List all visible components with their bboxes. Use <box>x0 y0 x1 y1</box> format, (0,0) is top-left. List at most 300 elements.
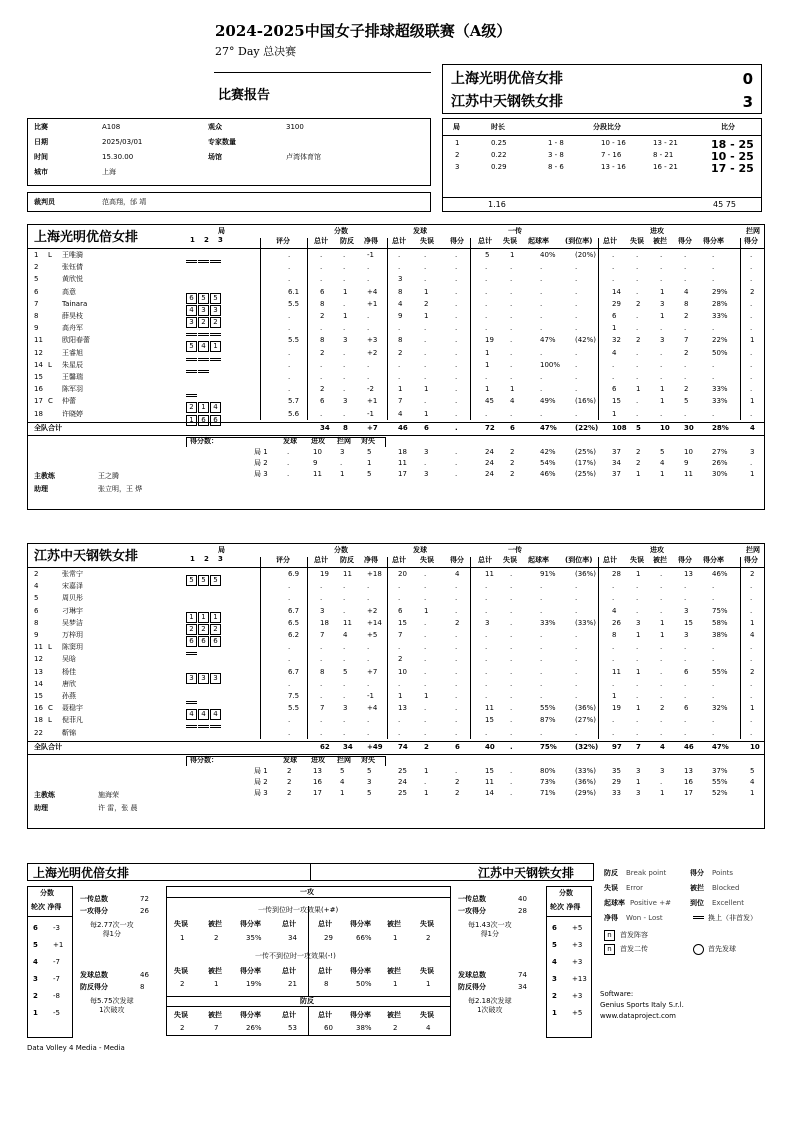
player-stat: . <box>288 728 291 737</box>
player-stat: . <box>510 655 513 664</box>
mid-header: 得分率 <box>350 1011 371 1019</box>
mid-value: 1 <box>393 934 398 942</box>
player-row <box>0 300 794 312</box>
player-stat: +4 <box>367 704 378 713</box>
set-line-stat: . <box>455 447 458 456</box>
player-stat: . <box>510 704 513 713</box>
mid-header: 失误 <box>420 1011 434 1019</box>
recv-value: 72 <box>140 895 149 903</box>
player-stat: . <box>750 594 753 603</box>
coach-label: 主教练 <box>34 471 55 480</box>
player-stat: . <box>636 373 639 381</box>
player-stat: . <box>575 324 578 333</box>
sideout-label: 一攻得分 <box>80 907 108 915</box>
player-stat: 7 <box>320 631 325 639</box>
player-number: 5 <box>34 594 39 603</box>
set-line-stat: 1 <box>636 469 641 478</box>
player-stat: . <box>660 324 663 333</box>
summary-away-name: 江苏中天钢铁女排 <box>478 866 575 880</box>
player-stat: 55% <box>712 667 728 676</box>
player-stat: +5 <box>367 631 378 639</box>
player-stat: 7 <box>398 631 403 639</box>
col-header-tot: 总计 <box>392 237 406 245</box>
mid-value: 1 <box>426 980 431 988</box>
player-stat: . <box>288 582 291 591</box>
mid-breakpoint: 防反 <box>300 997 314 1005</box>
player-stat: . <box>288 373 291 381</box>
player-number: 13 <box>34 667 43 676</box>
player-stat: . <box>575 692 578 700</box>
starting-position-box: 3 <box>210 305 221 316</box>
player-stat: . <box>540 312 543 320</box>
mid-header: 总计 <box>318 967 332 975</box>
player-stat: 87% <box>540 716 556 725</box>
starting-position-box: 1 <box>186 415 197 426</box>
set-score: 18 - 25 <box>711 138 754 151</box>
starting-position-box: 6 <box>210 415 221 426</box>
player-stat: . <box>367 655 370 664</box>
player-stat: 18 <box>320 618 329 627</box>
team-total-stat: 6 <box>424 423 429 432</box>
col-header-exc: (到位率) <box>565 237 593 245</box>
player-stat: 1 <box>424 287 429 296</box>
mid-value: 50% <box>356 980 372 988</box>
player-stat: . <box>750 324 753 333</box>
player-number: 9 <box>34 631 39 639</box>
player-stat: . <box>540 631 543 639</box>
set-line-stat: . <box>660 777 663 786</box>
player-stat: . <box>343 348 346 357</box>
player-stat: . <box>424 275 427 284</box>
player-stat: 49% <box>540 397 556 406</box>
player-stat: 11 <box>343 618 352 627</box>
player-stat: . <box>636 679 639 688</box>
team-total-stat: (22%) <box>575 423 599 432</box>
player-stat: . <box>343 594 346 603</box>
player-stat: 1 <box>485 360 490 369</box>
player-stat: . <box>455 251 458 259</box>
player-stat: +2 <box>367 606 378 615</box>
set-line-opp: 5 <box>367 447 372 456</box>
player-stat: 11 <box>485 704 494 713</box>
set-mark: 1 <box>190 555 195 563</box>
player-stat: . <box>712 324 715 333</box>
player-row <box>0 410 794 422</box>
footer-text: Data Volley 4 Media - Media <box>27 1044 125 1052</box>
set-score: 10 - 25 <box>711 150 754 163</box>
player-row <box>0 643 794 655</box>
player-stat: . <box>750 263 753 272</box>
breakpoint-value: 34 <box>518 983 527 991</box>
player-stat: 6 <box>684 667 689 676</box>
col-header-err: 失误 <box>503 556 517 564</box>
player-stat: 3 <box>343 397 348 406</box>
player-stat: 1 <box>636 385 641 394</box>
player-stat: . <box>540 655 543 664</box>
player-stat: . <box>424 570 427 578</box>
player-stat: . <box>612 360 615 369</box>
set-line-stat: . <box>455 458 458 467</box>
rotation-number: 1 <box>552 1009 557 1017</box>
starting-position-box: 4 <box>186 709 197 720</box>
set-line-stat: 1 <box>660 469 665 478</box>
match-info <box>27 118 431 186</box>
team-total-stat: 34 <box>320 423 330 432</box>
set-line-stat: . <box>510 766 513 775</box>
player-stat: 2 <box>455 618 460 627</box>
player-stat: 8 <box>320 336 325 345</box>
legend-start: 首发阵容 <box>620 931 648 939</box>
team-total-stat: 97 <box>612 742 622 751</box>
col-header-tot: 总计 <box>478 556 492 564</box>
set-partial: 16 - 21 <box>653 163 678 171</box>
player-stat: . <box>343 606 346 615</box>
mid-header: 失误 <box>174 1011 188 1019</box>
player-stat: . <box>660 679 663 688</box>
col-header-net: 净得 <box>364 556 378 564</box>
team-total-stat: 28% <box>712 423 729 432</box>
set-line-block: 3 <box>340 447 345 456</box>
player-stat: . <box>636 692 639 700</box>
player-role: C <box>48 704 53 713</box>
player-stat: . <box>750 606 753 615</box>
set-line-stat: 1 <box>660 788 665 797</box>
col-header-tot: 总计 <box>603 556 617 564</box>
match-number: A108 <box>102 123 121 131</box>
player-stat: . <box>343 655 346 664</box>
player-name: 陈军羽 <box>62 385 83 394</box>
player-stat: . <box>684 594 687 603</box>
player-stat: . <box>424 348 427 357</box>
player-row <box>0 349 794 361</box>
player-name: 张钰倩 <box>62 263 83 272</box>
player-stat: . <box>712 263 715 272</box>
player-stat: . <box>455 716 458 725</box>
set-line-stat: 55% <box>712 777 728 786</box>
set-line-block: 1 <box>340 469 345 478</box>
assistant-label: 助理 <box>34 484 48 493</box>
set-mark: 1 <box>190 236 195 244</box>
player-stat: . <box>612 275 615 284</box>
player-name: 欧阳春蕾 <box>62 336 90 345</box>
rotation-header: 轮次 净得 <box>31 903 62 911</box>
player-name: 唐欣 <box>62 679 76 688</box>
team-total-stat: 47% <box>712 742 729 751</box>
player-stat: . <box>320 360 323 369</box>
rotation-number: 2 <box>33 992 38 1000</box>
mid-value: 29 <box>324 934 333 942</box>
player-stat: . <box>575 679 578 688</box>
starting-position-box: 5 <box>186 341 197 352</box>
player-stat: . <box>636 251 639 259</box>
player-stat: 3 <box>343 704 348 713</box>
player-name: 宋嘉泽 <box>62 582 83 591</box>
player-stat: . <box>750 373 753 381</box>
player-stat: 6.9 <box>288 570 300 578</box>
set-line-stat: 33 <box>612 788 621 797</box>
player-stat: 7.5 <box>288 692 300 700</box>
score-box <box>442 64 762 114</box>
rotation-net: -7 <box>53 958 60 966</box>
set-line-stat: 4 <box>750 777 755 786</box>
legend-key: 得分 <box>690 869 704 877</box>
mid-sub-negative: 一传不到位时一攻效果(-!) <box>255 952 336 960</box>
player-stat: . <box>684 360 687 369</box>
player-stat: 1 <box>485 348 490 357</box>
rotation-net: -5 <box>53 1009 60 1017</box>
player-stat: 1 <box>424 312 429 320</box>
player-stat: 2 <box>684 385 689 394</box>
player-stat: . <box>540 606 543 615</box>
player-stat: 6.5 <box>288 618 300 627</box>
starting-position-box: 1 <box>198 402 209 413</box>
player-stat: 6 <box>612 312 617 320</box>
rotation-number: 1 <box>33 1009 38 1017</box>
starting-position-box: 2 <box>198 317 209 328</box>
rotation-number: 4 <box>552 958 557 966</box>
legend-key: 防反 <box>604 869 618 877</box>
player-stat: 75% <box>712 606 728 615</box>
coach-name: 施海荣 <box>98 790 119 799</box>
sets-h-score: 比分 <box>721 123 735 131</box>
player-stat: 1 <box>750 336 755 345</box>
player-stat: . <box>510 287 513 296</box>
set-line-stat: . <box>424 458 427 467</box>
starting-position-box: 4 <box>210 402 221 413</box>
player-stat: . <box>612 716 615 725</box>
player-stat: 3 <box>660 336 665 345</box>
set-line-stat: 1 <box>424 788 429 797</box>
player-stat: 3 <box>660 299 665 308</box>
recv-label: 一传总数 <box>80 895 108 903</box>
player-stat: . <box>367 275 370 284</box>
player-name: 吴梦洁 <box>62 618 83 627</box>
set-mark: 2 <box>204 555 209 563</box>
player-role: L <box>48 360 52 369</box>
col-header-tot: 总计 <box>392 556 406 564</box>
set-line-stat: 42% <box>540 447 556 456</box>
team-total-stat: 7 <box>636 742 641 751</box>
set-line-attack: 17 <box>313 788 322 797</box>
label-spectators: 观众 <box>208 123 222 131</box>
player-stat: 2 <box>424 299 429 308</box>
home-team-name: 上海光明优倍女排 <box>451 71 563 87</box>
player-stat: . <box>712 655 715 664</box>
player-stat: 1 <box>750 618 755 627</box>
player-stat: . <box>636 594 639 603</box>
player-stat: . <box>636 287 639 296</box>
mid-header: 得分率 <box>240 1011 261 1019</box>
player-stat: . <box>612 373 615 381</box>
player-stat: 1 <box>660 287 665 296</box>
player-name: 周贝彤 <box>62 594 83 603</box>
mid-value: 21 <box>288 980 297 988</box>
col-attack-group: 进攻 <box>650 227 664 235</box>
col-header-blk: 被拦 <box>653 237 667 245</box>
rotation-net: +5 <box>572 1009 583 1017</box>
col-header-net: 净得 <box>364 237 378 245</box>
set-partial: 7 - 16 <box>601 151 622 159</box>
player-stat: (33%) <box>575 618 597 627</box>
player-stat: . <box>750 348 753 357</box>
set-line-stat: 2 <box>636 447 641 456</box>
col-header-pt: 得分 <box>678 237 692 245</box>
points-subheader: 发球 <box>283 755 297 764</box>
mid-value: 53 <box>288 1024 297 1032</box>
col-header-pt: 得分 <box>744 556 758 564</box>
set-line-stat: 14 <box>485 788 494 797</box>
col-recv-group: 一传 <box>508 546 522 554</box>
player-stat: . <box>660 263 663 272</box>
set-partial: 13 - 21 <box>653 139 678 147</box>
set-line-stat: 35 <box>612 766 621 775</box>
player-stat: 2 <box>398 655 403 664</box>
set-line-stat: . <box>455 766 458 775</box>
legend-key: 到位 <box>690 899 704 907</box>
player-number: 22 <box>34 728 43 737</box>
set-score: 17 - 25 <box>711 162 754 175</box>
starting-position-box: 2 <box>210 624 221 635</box>
player-stat: 1 <box>750 704 755 713</box>
col-set: 局 <box>218 546 225 554</box>
set-line-stat: 27% <box>712 447 728 456</box>
player-stat: . <box>660 667 663 676</box>
player-stat: . <box>320 409 323 418</box>
player-stat: . <box>510 570 513 578</box>
player-stat: . <box>485 631 488 639</box>
set-line-serve: 2 <box>287 777 292 786</box>
player-stat: . <box>424 679 427 688</box>
player-number: 8 <box>34 312 39 320</box>
player-stat: 46% <box>712 570 728 578</box>
player-stat: . <box>485 373 488 381</box>
player-number: 6 <box>34 287 39 296</box>
player-stat: . <box>660 360 663 369</box>
rotation-number: 3 <box>33 975 38 983</box>
player-stat: 8 <box>320 667 325 676</box>
set-line-stat: . <box>455 469 458 478</box>
coach-label: 主教练 <box>34 790 55 799</box>
player-stat: . <box>455 692 458 700</box>
player-stat: 5 <box>343 667 348 676</box>
set-number: 3 <box>455 163 460 171</box>
set-duration: 0.22 <box>491 151 507 159</box>
mid-header: 失误 <box>420 920 434 928</box>
player-name: 万梓玥 <box>62 631 83 639</box>
col-header-pt: 得分 <box>450 556 464 564</box>
player-stat: . <box>684 692 687 700</box>
player-stat: . <box>424 373 427 381</box>
player-stat: 1 <box>510 251 515 259</box>
player-stat: . <box>288 655 291 664</box>
player-stat: . <box>320 263 323 272</box>
points-subheader: 进攻 <box>311 755 325 764</box>
player-stat: . <box>612 655 615 664</box>
team-total-stat: 74 <box>398 742 408 751</box>
player-number: 2 <box>34 570 39 578</box>
player-stat: 1 <box>660 397 665 406</box>
legend-desc: Break point <box>626 869 667 877</box>
player-stat: 7 <box>320 704 325 713</box>
player-stat: 11 <box>343 570 352 578</box>
home-table-title: 上海光明优倍女排 <box>34 230 139 245</box>
home-sets: 0 <box>742 70 753 88</box>
player-stat: 2 <box>636 336 641 345</box>
recv-label: 一传总数 <box>458 895 486 903</box>
player-stat: 3 <box>343 336 348 345</box>
player-stat: . <box>575 373 578 381</box>
team-total-stat: (32%) <box>575 742 599 751</box>
player-stat: 6 <box>398 606 403 615</box>
col-header-tot: 总计 <box>478 237 492 245</box>
player-row <box>0 582 794 594</box>
player-stat: . <box>367 360 370 369</box>
set-line-stat: 37 <box>612 447 621 456</box>
col-block-group: 拦网 <box>746 227 760 235</box>
player-stat: . <box>288 716 291 725</box>
referees: 范高翔，邰 靖 <box>102 198 147 206</box>
legend-key: 失误 <box>604 884 618 892</box>
col-score-group: 分数 <box>334 546 348 554</box>
player-stat: . <box>288 348 291 357</box>
breakpoint-label: 防反得分 <box>80 983 108 991</box>
points-subheader: 对失 <box>361 755 375 764</box>
label-referees: 裁判员 <box>34 198 55 206</box>
player-stat: 2 <box>750 287 755 296</box>
team-total-stat: 30 <box>684 423 694 432</box>
player-stat: . <box>398 594 401 603</box>
player-stat: 26 <box>612 618 621 627</box>
col-set: 局 <box>218 227 225 235</box>
player-stat: . <box>398 643 401 652</box>
player-stat: . <box>343 275 346 284</box>
team-total-stat: 34 <box>343 742 353 751</box>
mid-value: 1 <box>393 980 398 988</box>
player-stat: . <box>575 348 578 357</box>
mid-value: 4 <box>426 1024 431 1032</box>
player-stat: . <box>660 692 663 700</box>
player-stat: . <box>367 373 370 381</box>
team-total-stat: 10 <box>750 742 760 751</box>
rotation-net: +3 <box>572 992 583 1000</box>
sets-h-set: 局 <box>453 123 460 131</box>
player-number: 18 <box>34 716 43 725</box>
player-stat: . <box>684 655 687 664</box>
player-stat: . <box>540 409 543 418</box>
rotation-number: 6 <box>33 924 38 932</box>
set-line-block: 4 <box>340 777 345 786</box>
mid-header: 失误 <box>420 967 434 975</box>
set-line-opp: 1 <box>367 458 372 467</box>
serve-total-label: 发球总数 <box>458 971 486 979</box>
set-partial: 1 - 8 <box>548 139 564 147</box>
set-line-serve: 2 <box>287 766 292 775</box>
player-stat: . <box>455 667 458 676</box>
set-line-label: 局 3 <box>254 788 268 797</box>
sideout-note: 每1.43次一攻 得1分 <box>468 921 512 938</box>
rotation-net: +3 <box>572 941 583 949</box>
breakpoint-note: 每2.18次发球 1次破攻 <box>468 997 512 1014</box>
player-stat: (16%) <box>575 397 597 406</box>
legend-desc: Blocked <box>712 884 740 892</box>
sets-h-partial: 分段比分 <box>593 123 621 131</box>
set-line-stat: 9 <box>684 458 689 467</box>
player-stat: . <box>424 631 427 639</box>
player-stat: . <box>684 582 687 591</box>
player-stat: 6.1 <box>288 287 300 296</box>
player-stat: 1 <box>510 385 515 394</box>
player-stat: 28% <box>712 299 728 308</box>
